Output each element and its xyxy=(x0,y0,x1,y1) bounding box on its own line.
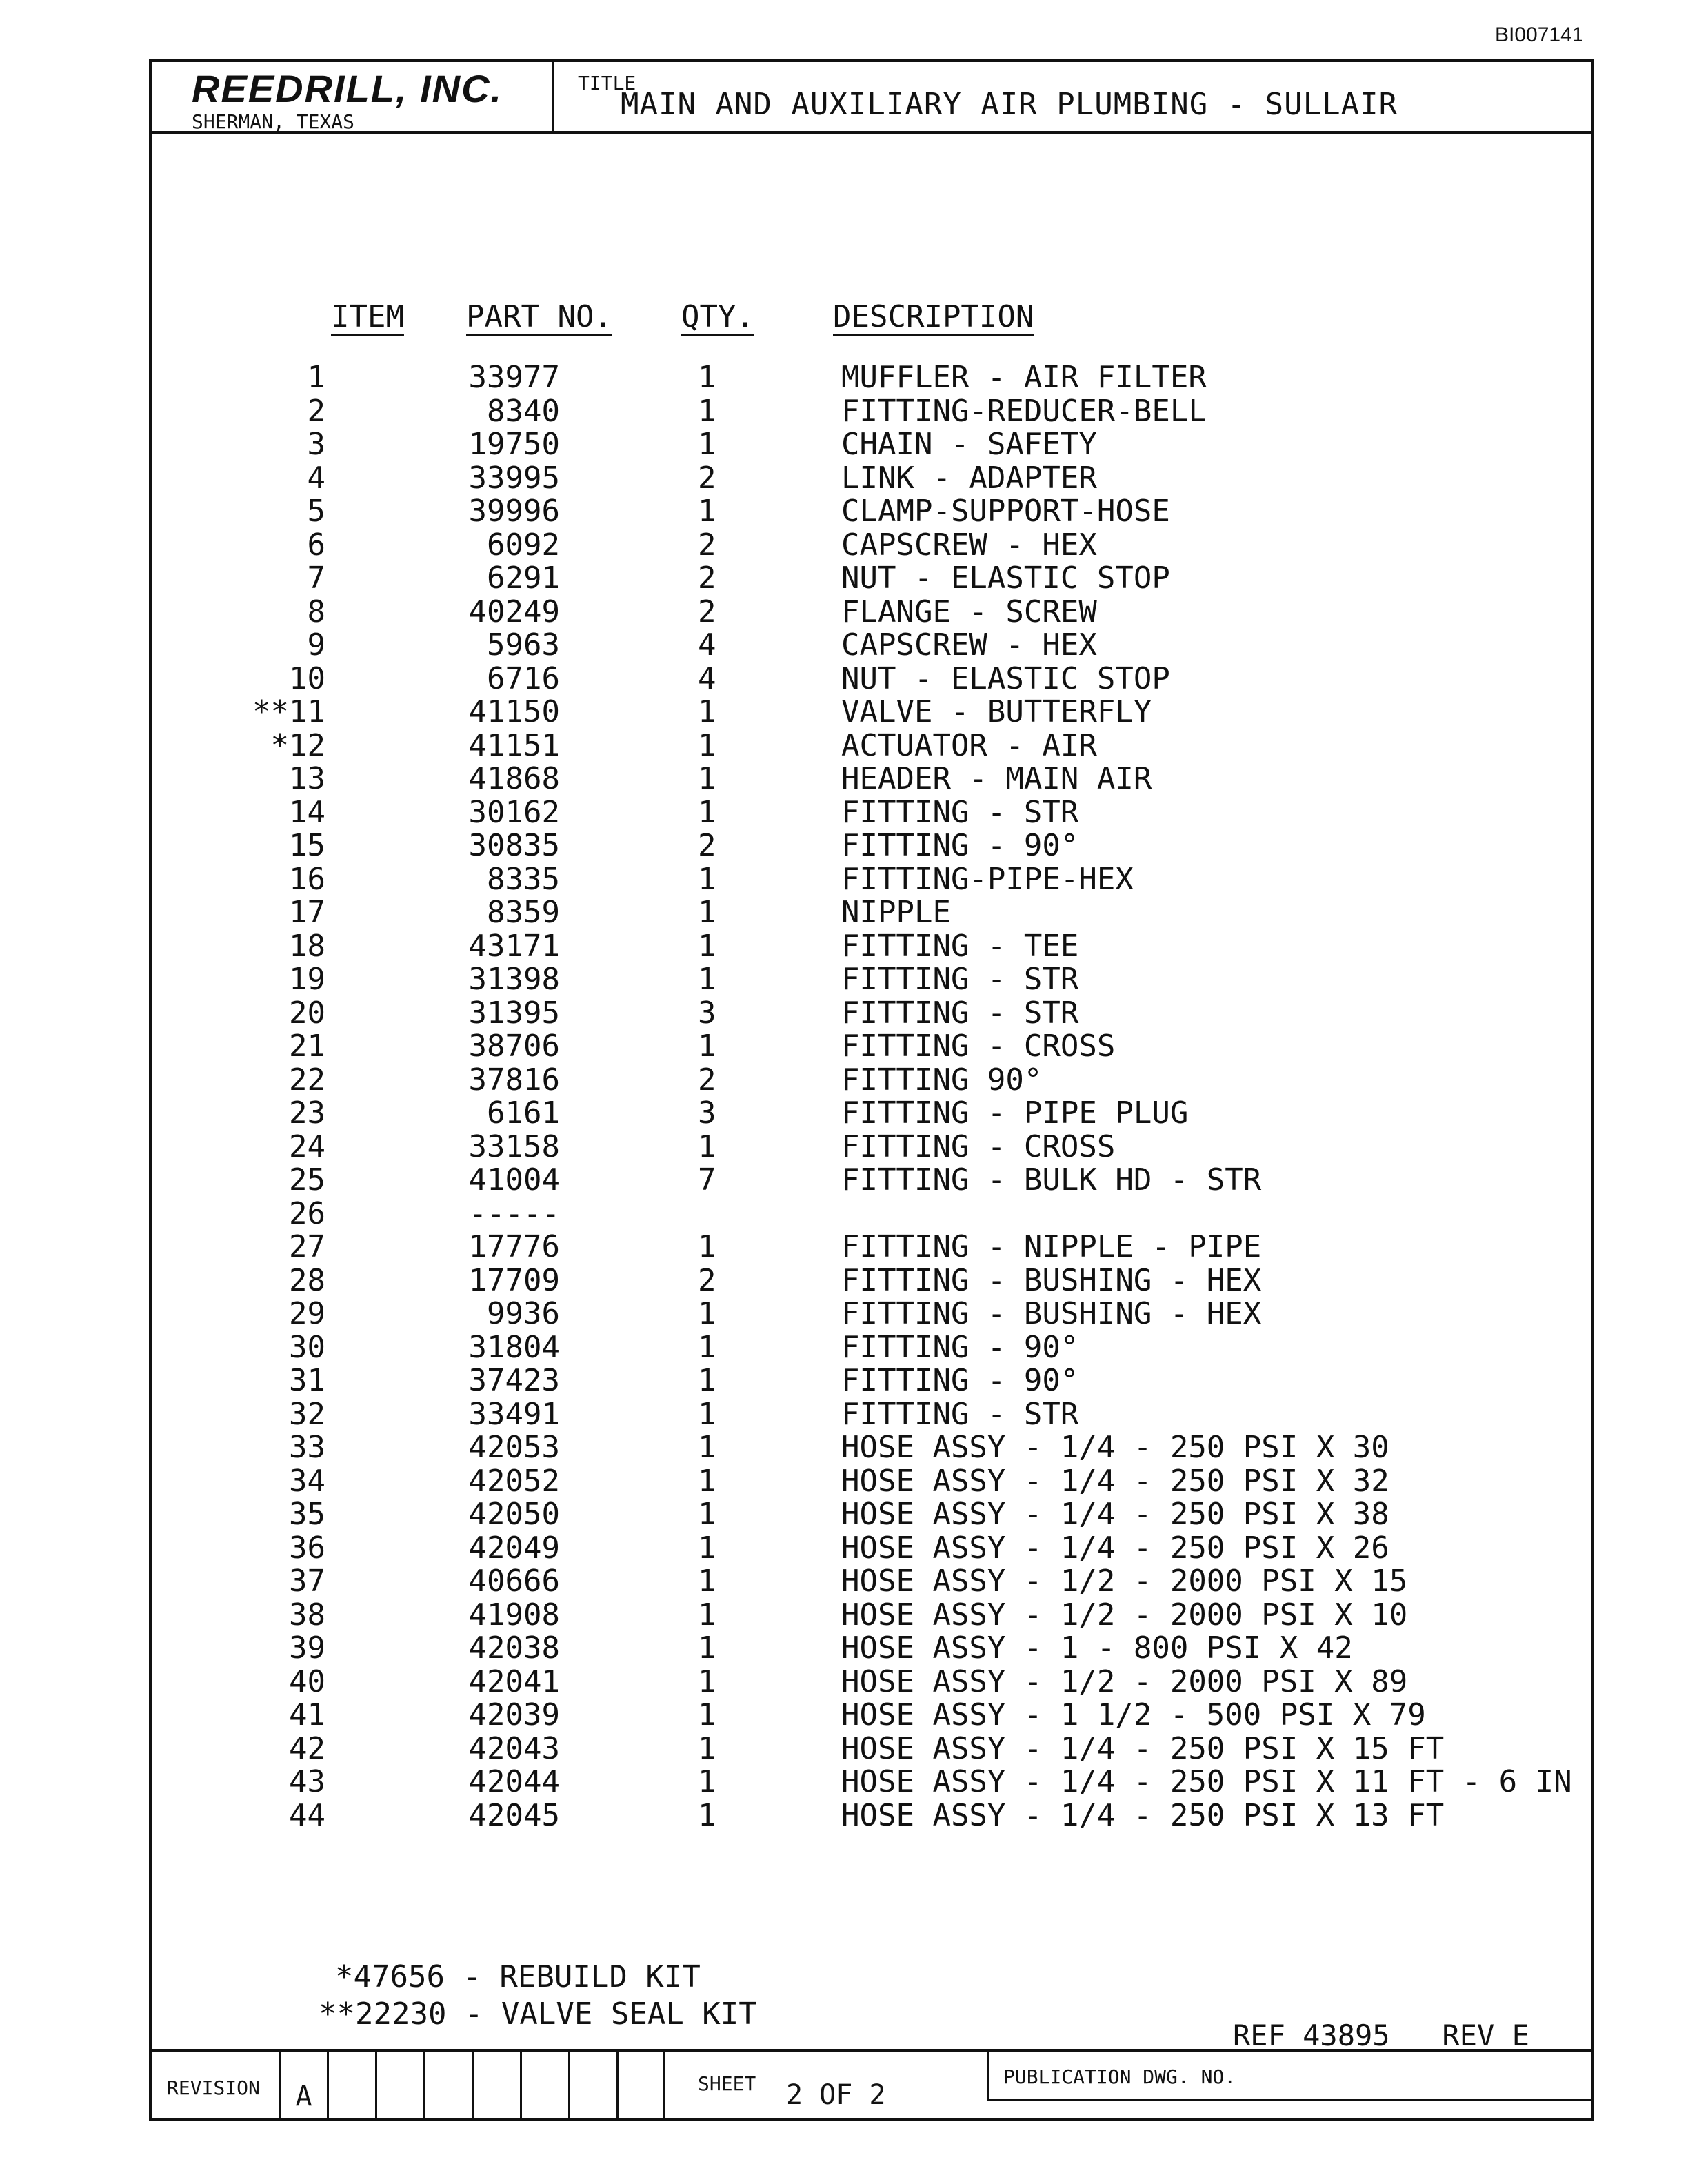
item-number: 23 xyxy=(289,1095,325,1131)
column-header-description: DESCRIPTION xyxy=(833,299,1034,334)
company-cell xyxy=(152,62,554,131)
part-number: 19750 xyxy=(468,427,560,462)
title-label: TITLE xyxy=(578,72,636,94)
kit-note: **22230 - VALVE SEAL KIT xyxy=(319,1996,757,2032)
item-number: **11 xyxy=(252,694,325,729)
item-number: 33 xyxy=(289,1430,325,1465)
title-block xyxy=(152,62,1591,134)
quantity: 1 xyxy=(698,1329,716,1365)
item-number: 37 xyxy=(289,1564,325,1599)
item-number: 20 xyxy=(289,995,325,1031)
item-number: 31 xyxy=(289,1363,325,1398)
description: HOSE ASSY - 1/2 - 2000 PSI X 10 xyxy=(841,1597,1408,1632)
item-number: 6 xyxy=(307,527,325,563)
column-header-part: PART NO. xyxy=(466,299,612,334)
description: CAPSCREW - HEX xyxy=(841,627,1097,663)
table-row xyxy=(152,829,1591,863)
part-number: 17776 xyxy=(468,1229,560,1264)
table-row xyxy=(152,930,1591,964)
description: CHAIN - SAFETY xyxy=(841,427,1097,462)
table-row xyxy=(152,1431,1591,1465)
quantity: 1 xyxy=(698,1430,716,1465)
item-number: 18 xyxy=(289,928,325,964)
table-row xyxy=(152,361,1591,395)
table-row xyxy=(152,1197,1591,1231)
item-number: 7 xyxy=(307,560,325,596)
part-number: 8359 xyxy=(487,895,560,930)
description: FITTING - CROSS xyxy=(841,1029,1116,1064)
column-header-qty: QTY. xyxy=(681,299,754,334)
description: VALVE - BUTTERFLY xyxy=(841,694,1152,729)
company-name: REEDRILL, INC. xyxy=(192,67,503,110)
description: FITTING - CROSS xyxy=(841,1129,1116,1164)
part-number: 33158 xyxy=(468,1129,560,1164)
part-number: 40249 xyxy=(468,594,560,629)
description: FITTING 90° xyxy=(841,1062,1043,1098)
description: FITTING - NIPPLE - PIPE xyxy=(841,1229,1262,1264)
item-number: 19 xyxy=(289,962,325,997)
table-row xyxy=(152,863,1591,897)
quantity: 1 xyxy=(698,1129,716,1164)
table-row xyxy=(152,1264,1591,1298)
part-number: 37816 xyxy=(468,1062,560,1098)
part-number: 42052 xyxy=(468,1463,560,1499)
table-row xyxy=(152,1164,1591,1197)
item-number: 9 xyxy=(307,627,325,663)
item-number: 28 xyxy=(289,1262,325,1298)
table-row xyxy=(152,1231,1591,1264)
quantity: 1 xyxy=(698,1396,716,1432)
part-number: 30835 xyxy=(468,828,560,863)
table-row xyxy=(152,1699,1591,1732)
description: NUT - ELASTIC STOP xyxy=(841,560,1170,596)
table-row xyxy=(152,395,1591,429)
table-row xyxy=(152,1599,1591,1632)
quantity: 1 xyxy=(698,1564,716,1599)
quantity: 1 xyxy=(698,1597,716,1632)
table-row xyxy=(152,1465,1591,1499)
table-row xyxy=(152,729,1591,763)
publication-cell xyxy=(987,2052,1594,2101)
table-row xyxy=(152,1565,1591,1599)
quantity: 2 xyxy=(698,1062,716,1098)
table-row xyxy=(152,529,1591,563)
part-number: 42050 xyxy=(468,1497,560,1532)
quantity: 1 xyxy=(698,1697,716,1732)
part-number: 41004 xyxy=(468,1162,560,1197)
item-number: 26 xyxy=(289,1195,325,1231)
sheet-label: SHEET xyxy=(698,2072,756,2095)
table-row xyxy=(152,1799,1591,1833)
part-number: 8335 xyxy=(487,861,560,897)
item-number: 39 xyxy=(289,1630,325,1666)
quantity: 3 xyxy=(698,995,716,1031)
quantity: 3 xyxy=(698,1095,716,1131)
quantity: 2 xyxy=(698,828,716,863)
description: HOSE ASSY - 1/4 - 250 PSI X 13 FT xyxy=(841,1797,1445,1833)
description: HOSE ASSY - 1/2 - 2000 PSI X 89 xyxy=(841,1664,1408,1699)
revision-cell xyxy=(327,2052,375,2118)
table-row xyxy=(152,796,1591,830)
revision-cell xyxy=(423,2052,472,2118)
item-number: 17 xyxy=(289,895,325,930)
item-number: 16 xyxy=(289,861,325,897)
description: FITTING - STR xyxy=(841,1396,1079,1432)
revision-cell: A xyxy=(279,2052,327,2118)
quantity: 1 xyxy=(698,393,716,429)
item-number: 43 xyxy=(289,1764,325,1799)
item-number: 22 xyxy=(289,1062,325,1098)
item-number: 41 xyxy=(289,1697,325,1732)
quantity: 1 xyxy=(698,1463,716,1499)
part-number: 33491 xyxy=(468,1396,560,1432)
part-number: 40666 xyxy=(468,1564,560,1599)
quantity: 4 xyxy=(698,627,716,663)
part-number: 41868 xyxy=(468,761,560,796)
part-number: 17709 xyxy=(468,1262,560,1298)
quantity: 1 xyxy=(698,1497,716,1532)
quantity: 1 xyxy=(698,1797,716,1833)
part-number: 6291 xyxy=(487,560,560,596)
part-number: 41151 xyxy=(468,727,560,763)
item-number: 3 xyxy=(307,427,325,462)
quantity: 1 xyxy=(698,427,716,462)
part-number: 33977 xyxy=(468,360,560,395)
table-row xyxy=(152,1666,1591,1699)
item-number: 32 xyxy=(289,1396,325,1432)
part-number: 5963 xyxy=(487,627,560,663)
description: FITTING - STR xyxy=(841,962,1079,997)
table-row xyxy=(152,997,1591,1031)
part-number: 43171 xyxy=(468,928,560,964)
table-row xyxy=(152,1297,1591,1331)
item-number: 44 xyxy=(289,1797,325,1833)
revision-cell xyxy=(472,2052,520,2118)
quantity: 1 xyxy=(698,494,716,529)
part-number: 42038 xyxy=(468,1630,560,1666)
description: HOSE ASSY - 1/4 - 250 PSI X 30 xyxy=(841,1430,1389,1465)
part-number: 6716 xyxy=(487,660,560,696)
part-number: 41150 xyxy=(468,694,560,729)
quantity: 1 xyxy=(698,1664,716,1699)
table-row xyxy=(152,1498,1591,1532)
part-number: 42039 xyxy=(468,1697,560,1732)
part-number: 42049 xyxy=(468,1530,560,1566)
quantity: 1 xyxy=(698,794,716,830)
part-number: 42041 xyxy=(468,1664,560,1699)
part-number: 42053 xyxy=(468,1430,560,1465)
drawing-title: MAIN AND AUXILIARY AIR PLUMBING - SULLAIR xyxy=(621,87,1398,122)
item-number: 10 xyxy=(289,660,325,696)
item-number: 30 xyxy=(289,1329,325,1365)
quantity: 1 xyxy=(698,1229,716,1264)
column-header-item: ITEM xyxy=(331,299,404,334)
item-number: 38 xyxy=(289,1597,325,1632)
description: FITTING - 90° xyxy=(841,1329,1079,1365)
table-row xyxy=(152,1064,1591,1098)
part-number: 39996 xyxy=(468,494,560,529)
revision-cell xyxy=(616,2052,665,2118)
description: FITTING - 90° xyxy=(841,1363,1079,1398)
quantity: 1 xyxy=(698,360,716,395)
part-number: 31804 xyxy=(468,1329,560,1365)
part-number: 38706 xyxy=(468,1029,560,1064)
part-number: 31395 xyxy=(468,995,560,1031)
quantity: 2 xyxy=(698,560,716,596)
description: MUFFLER - AIR FILTER xyxy=(841,360,1207,395)
part-number: 6161 xyxy=(487,1095,560,1131)
publication-label: PUBLICATION DWG. NO. xyxy=(1003,2065,1236,2088)
table-row xyxy=(152,1364,1591,1398)
table-row xyxy=(152,1632,1591,1666)
part-number: 41908 xyxy=(468,1597,560,1632)
quantity: 1 xyxy=(698,727,716,763)
revision-block xyxy=(152,2049,1591,2118)
reference-revision: REF 43895 REV E xyxy=(1233,2019,1529,2052)
parts-list xyxy=(152,361,1591,1832)
quantity: 2 xyxy=(698,527,716,563)
sheet-number: 2 OF 2 xyxy=(786,2079,886,2111)
quantity: 4 xyxy=(698,660,716,696)
quantity: 2 xyxy=(698,460,716,496)
description: FITTING - BUSHING - HEX xyxy=(841,1262,1262,1298)
item-number: 40 xyxy=(289,1664,325,1699)
item-number: 25 xyxy=(289,1162,325,1197)
item-number: 29 xyxy=(289,1296,325,1331)
item-number: *12 xyxy=(270,727,325,763)
item-number: 2 xyxy=(307,393,325,429)
revision-cell xyxy=(375,2052,423,2118)
part-number: 33995 xyxy=(468,460,560,496)
quantity: 1 xyxy=(698,694,716,729)
quantity: 2 xyxy=(698,1262,716,1298)
table-row xyxy=(152,1131,1591,1164)
description: FITTING-PIPE-HEX xyxy=(841,861,1134,897)
part-number: 30162 xyxy=(468,794,560,830)
table-row xyxy=(152,495,1591,529)
quantity: 1 xyxy=(698,861,716,897)
table-row xyxy=(152,562,1591,596)
table-row xyxy=(152,1331,1591,1365)
revision-label: REVISION xyxy=(167,2076,260,2099)
item-number: 35 xyxy=(289,1497,325,1532)
quantity: 1 xyxy=(698,962,716,997)
table-row xyxy=(152,629,1591,663)
description: HOSE ASSY - 1/4 - 250 PSI X 26 xyxy=(841,1530,1389,1566)
table-row xyxy=(152,963,1591,997)
drawing-frame xyxy=(149,59,1594,2121)
item-number: 34 xyxy=(289,1463,325,1499)
quantity: 1 xyxy=(698,1630,716,1666)
description: NIPPLE xyxy=(841,895,951,930)
description: HOSE ASSY - 1/2 - 2000 PSI X 15 xyxy=(841,1564,1408,1599)
table-row xyxy=(152,1766,1591,1799)
table-row xyxy=(152,1732,1591,1766)
quantity: 1 xyxy=(698,1530,716,1566)
description: CAPSCREW - HEX xyxy=(841,527,1097,563)
quantity: 1 xyxy=(698,895,716,930)
quantity: 1 xyxy=(698,761,716,796)
description: LINK - ADAPTER xyxy=(841,460,1097,496)
description: HOSE ASSY - 1/4 - 250 PSI X 15 FT xyxy=(841,1730,1445,1766)
part-number: 42045 xyxy=(468,1797,560,1833)
part-number: 42043 xyxy=(468,1730,560,1766)
item-number: 5 xyxy=(307,494,325,529)
table-row xyxy=(152,1398,1591,1432)
item-number: 24 xyxy=(289,1129,325,1164)
description: HOSE ASSY - 1 - 800 PSI X 42 xyxy=(841,1630,1353,1666)
item-number: 36 xyxy=(289,1530,325,1566)
kit-note: *47656 - REBUILD KIT xyxy=(335,1959,701,1994)
quantity: 1 xyxy=(698,1730,716,1766)
description: CLAMP-SUPPORT-HOSE xyxy=(841,494,1170,529)
description: HOSE ASSY - 1/4 - 250 PSI X 11 FT - 6 IN xyxy=(841,1764,1572,1799)
description: FITTING-REDUCER-BELL xyxy=(841,393,1207,429)
item-number: 4 xyxy=(307,460,325,496)
table-row xyxy=(152,1532,1591,1566)
item-number: 27 xyxy=(289,1229,325,1264)
part-number: 42044 xyxy=(468,1764,560,1799)
quantity: 1 xyxy=(698,1764,716,1799)
item-number: 1 xyxy=(307,360,325,395)
part-number: 37423 xyxy=(468,1363,560,1398)
description: ACTUATOR - AIR xyxy=(841,727,1097,763)
quantity: 1 xyxy=(698,1029,716,1064)
item-number: 15 xyxy=(289,828,325,863)
quantity: 2 xyxy=(698,594,716,629)
table-row xyxy=(152,428,1591,462)
description: FLANGE - SCREW xyxy=(841,594,1097,629)
part-number: 31398 xyxy=(468,962,560,997)
description: HOSE ASSY - 1/4 - 250 PSI X 32 xyxy=(841,1463,1389,1499)
table-row xyxy=(152,596,1591,629)
description: NUT - ELASTIC STOP xyxy=(841,660,1170,696)
description: HOSE ASSY - 1/4 - 250 PSI X 38 xyxy=(841,1497,1389,1532)
table-row xyxy=(152,1097,1591,1131)
quantity: 7 xyxy=(698,1162,716,1197)
description: FITTING - BULK HD - STR xyxy=(841,1162,1262,1197)
item-number: 13 xyxy=(289,761,325,796)
table-row xyxy=(152,696,1591,729)
table-row xyxy=(152,1030,1591,1064)
revision-cell xyxy=(520,2052,568,2118)
description: HEADER - MAIN AIR xyxy=(841,761,1152,796)
revision-cell xyxy=(568,2052,616,2118)
part-number: 6092 xyxy=(487,527,560,563)
description: FITTING - TEE xyxy=(841,928,1079,964)
description: FITTING - PIPE PLUG xyxy=(841,1095,1189,1131)
description: FITTING - BUSHING - HEX xyxy=(841,1296,1262,1331)
company-location: SHERMAN, TEXAS xyxy=(192,110,355,133)
item-number: 14 xyxy=(289,794,325,830)
document-id: BI007141 xyxy=(1495,23,1584,46)
item-number: 21 xyxy=(289,1029,325,1064)
description: HOSE ASSY - 1 1/2 - 500 PSI X 79 xyxy=(841,1697,1426,1732)
part-number: 8340 xyxy=(487,393,560,429)
quantity: 1 xyxy=(698,1363,716,1398)
part-number: ----- xyxy=(468,1195,560,1231)
table-row xyxy=(152,462,1591,496)
table-row xyxy=(152,660,1591,696)
table-row xyxy=(152,896,1591,930)
revision-grid xyxy=(279,2052,665,2118)
description: FITTING - STR xyxy=(841,794,1079,830)
quantity: 1 xyxy=(698,1296,716,1331)
part-number: 9936 xyxy=(487,1296,560,1331)
item-number: 8 xyxy=(307,594,325,629)
quantity: 1 xyxy=(698,928,716,964)
description: FITTING - STR xyxy=(841,995,1079,1031)
table-row xyxy=(152,762,1591,796)
item-number: 42 xyxy=(289,1730,325,1766)
description: FITTING - 90° xyxy=(841,828,1079,863)
